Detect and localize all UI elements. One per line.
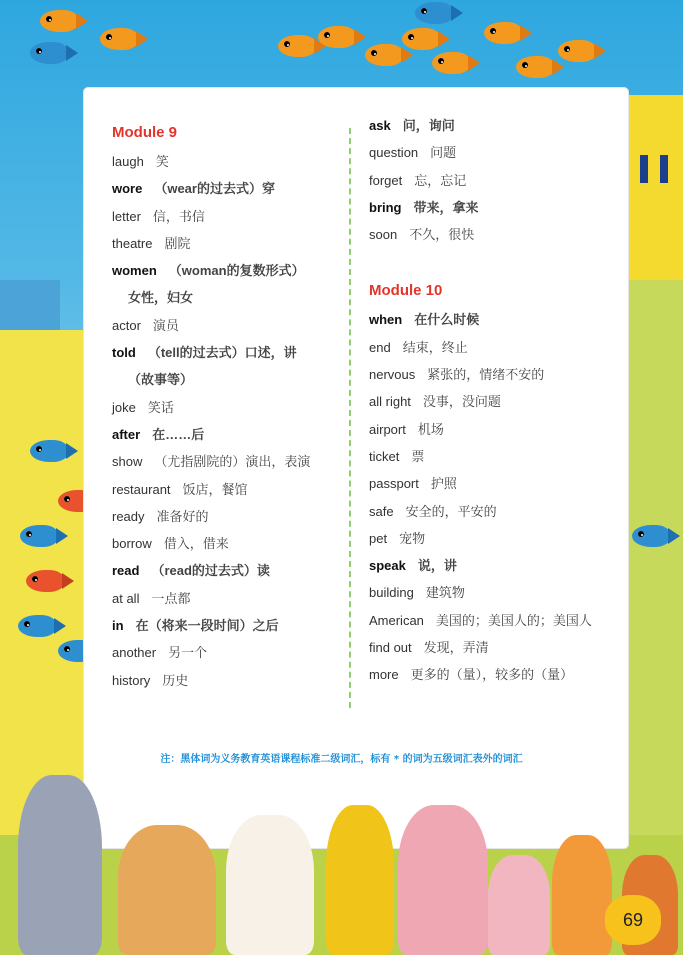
fish-icon — [318, 26, 356, 48]
word-english: ready — [112, 508, 145, 524]
cat-character — [552, 835, 612, 955]
word-definition: 一点都 — [151, 590, 191, 606]
word-english: all right — [369, 394, 411, 410]
word-english: soon — [369, 227, 398, 243]
footnote: 注：黑体词为义务教育英语课程标准二级词汇，标有 * 的词为五级词汇表外的词汇 — [160, 754, 523, 765]
word-english: American — [369, 612, 424, 628]
word-definition: 说，讲 — [417, 558, 457, 574]
rabbit-character — [226, 815, 314, 955]
word-definition: 更多的（量），较多的（量） — [410, 667, 574, 683]
word-english: safe — [369, 503, 394, 519]
module-9-word-list — [112, 148, 352, 694]
word-entry — [112, 339, 352, 366]
word-entry — [112, 175, 352, 202]
word-english: actor — [112, 317, 141, 333]
word-definition: 饭店，餐馆 — [182, 481, 248, 497]
word-definition: （故事等） — [128, 372, 194, 388]
word-entry — [369, 470, 629, 497]
word-definition: 紧张的，情绪不安的 — [427, 367, 545, 383]
word-english: restaurant — [112, 481, 171, 497]
word-entry — [369, 167, 629, 194]
word-definition: 护照 — [430, 476, 457, 492]
word-english: ticket — [369, 448, 400, 464]
word-definition: 问，询问 — [402, 118, 455, 133]
piglet-character — [488, 855, 550, 955]
background-building-right — [623, 95, 683, 285]
word-definition: 忘，忘记 — [414, 172, 467, 188]
word-definition: 票 — [411, 448, 425, 464]
word-english: end — [369, 339, 391, 355]
word-english: more — [369, 667, 399, 683]
word-entry — [112, 503, 352, 530]
word-definition: 另一个 — [168, 645, 208, 661]
duck-character — [326, 805, 394, 955]
word-entry — [112, 230, 352, 257]
fish-icon — [18, 615, 56, 637]
word-definition: 机场 — [417, 421, 444, 437]
word-entry — [369, 525, 629, 552]
word-english: forget — [369, 172, 403, 188]
word-definition: 笑 — [155, 154, 169, 169]
fish-icon — [30, 440, 68, 462]
right-column — [369, 118, 629, 689]
module-10-heading: Module 10 — [369, 282, 443, 300]
word-english: bring — [369, 199, 402, 215]
fish-icon — [558, 40, 596, 62]
word-english: told — [112, 345, 136, 361]
word-entry — [369, 112, 629, 139]
module-10-word-list — [369, 306, 629, 688]
word-entry — [369, 443, 629, 470]
word-english: when — [369, 312, 403, 328]
word-entry — [112, 667, 352, 694]
word-entry — [112, 612, 352, 639]
word-definition: 信，书信 — [152, 208, 205, 224]
word-entry — [369, 361, 629, 388]
word-entry — [112, 476, 352, 503]
word-entry — [369, 221, 629, 248]
fish-icon — [415, 2, 453, 24]
word-entry — [112, 148, 352, 175]
word-english: pet — [369, 530, 388, 546]
module-9-heading: Module 9 — [112, 124, 178, 141]
module-9-continued-list — [369, 112, 629, 248]
word-english: question — [369, 145, 419, 161]
word-definition: 准备好的 — [156, 508, 209, 524]
word-entry — [369, 498, 629, 525]
word-definition: 发现，弄清 — [423, 640, 489, 656]
fish-icon — [26, 570, 64, 592]
word-english: find out — [369, 640, 412, 656]
word-entry — [369, 194, 629, 221]
word-definition: （read的过去式）读 — [151, 563, 270, 579]
word-english: building — [369, 585, 414, 601]
koala-character — [118, 825, 216, 955]
word-entry — [112, 284, 352, 311]
fish-icon — [632, 525, 670, 547]
word-english: airport — [369, 421, 406, 437]
hippo-character — [18, 775, 102, 955]
word-definition: （wear的过去式）穿 — [154, 181, 275, 197]
word-entry — [112, 366, 352, 393]
word-definition: 笑话 — [147, 399, 174, 415]
fish-icon — [100, 28, 138, 50]
word-definition: 演员 — [152, 317, 179, 333]
word-definition: 宠物 — [399, 530, 426, 546]
word-english: speak — [369, 558, 406, 574]
word-entry — [369, 388, 629, 415]
left-column — [112, 118, 352, 694]
word-definition: 安全的，平安的 — [405, 503, 497, 519]
word-english: women — [112, 263, 157, 279]
word-definition: 历史 — [162, 672, 189, 688]
word-english: read — [112, 563, 140, 579]
word-entry — [112, 394, 352, 421]
word-entry — [369, 416, 629, 443]
fish-icon — [40, 10, 78, 32]
word-definition: 结束，终止 — [402, 339, 468, 355]
fish-icon — [402, 28, 440, 50]
word-english: at all — [112, 590, 140, 606]
window-icon — [640, 155, 648, 183]
word-entry — [369, 634, 629, 661]
word-entry — [112, 203, 352, 230]
word-english: wore — [112, 181, 143, 197]
column-divider — [349, 128, 351, 708]
word-entry — [369, 334, 629, 361]
word-definition: （woman的复数形式） — [168, 263, 305, 279]
word-definition: 美国的；美国人的；美国人 — [435, 612, 592, 628]
word-entry — [369, 661, 629, 688]
word-definition: 带来，拿来 — [413, 199, 479, 215]
word-definition: 借入，借来 — [163, 536, 229, 552]
word-definition: 在什么时候 — [414, 312, 480, 328]
word-definition: （尤指剧院的）演出，表演 — [154, 454, 311, 470]
word-definition: 女性，妇女 — [128, 290, 194, 306]
word-definition: 不久，很快 — [409, 227, 475, 243]
word-english: laugh — [112, 154, 144, 169]
word-english: ask — [369, 118, 391, 133]
word-english: show — [112, 454, 143, 470]
word-english: in — [112, 618, 124, 634]
fish-icon — [278, 35, 316, 57]
word-entry — [112, 448, 352, 475]
word-english: nervous — [369, 367, 416, 383]
fish-icon — [484, 22, 522, 44]
fish-icon — [20, 525, 58, 547]
page-number: 69 — [605, 895, 661, 945]
word-entry — [112, 585, 352, 612]
word-entry — [112, 421, 352, 448]
word-english: history — [112, 672, 151, 688]
word-english: after — [112, 426, 141, 442]
fish-icon — [516, 56, 554, 78]
word-entry — [369, 139, 629, 166]
word-definition: 建筑物 — [425, 585, 465, 601]
fish-icon — [432, 52, 470, 74]
word-english: joke — [112, 399, 136, 415]
word-entry — [369, 579, 629, 606]
fish-icon — [365, 44, 403, 66]
word-definition: 没事，没问题 — [422, 394, 501, 410]
word-entry — [369, 607, 629, 634]
pig-character — [398, 805, 488, 955]
word-entry — [112, 257, 352, 284]
word-entry — [112, 557, 352, 584]
word-english: borrow — [112, 536, 152, 552]
word-entry — [112, 639, 352, 666]
word-english: theatre — [112, 235, 153, 251]
word-definition: 在……后 — [152, 426, 205, 442]
word-english: passport — [369, 476, 419, 492]
word-definition: （tell的过去式）口述，讲 — [147, 345, 297, 361]
word-english: another — [112, 645, 157, 661]
word-entry — [369, 552, 629, 579]
word-english: letter — [112, 208, 141, 224]
word-entry — [112, 312, 352, 339]
window-icon — [660, 155, 668, 183]
fish-icon — [30, 42, 68, 64]
word-definition: 问题 — [430, 145, 457, 161]
vocabulary-panel — [84, 88, 628, 848]
word-definition: 剧院 — [164, 235, 191, 251]
word-definition: 在（将来一段时间）之后 — [135, 618, 279, 634]
word-entry — [369, 306, 629, 333]
word-entry — [112, 530, 352, 557]
